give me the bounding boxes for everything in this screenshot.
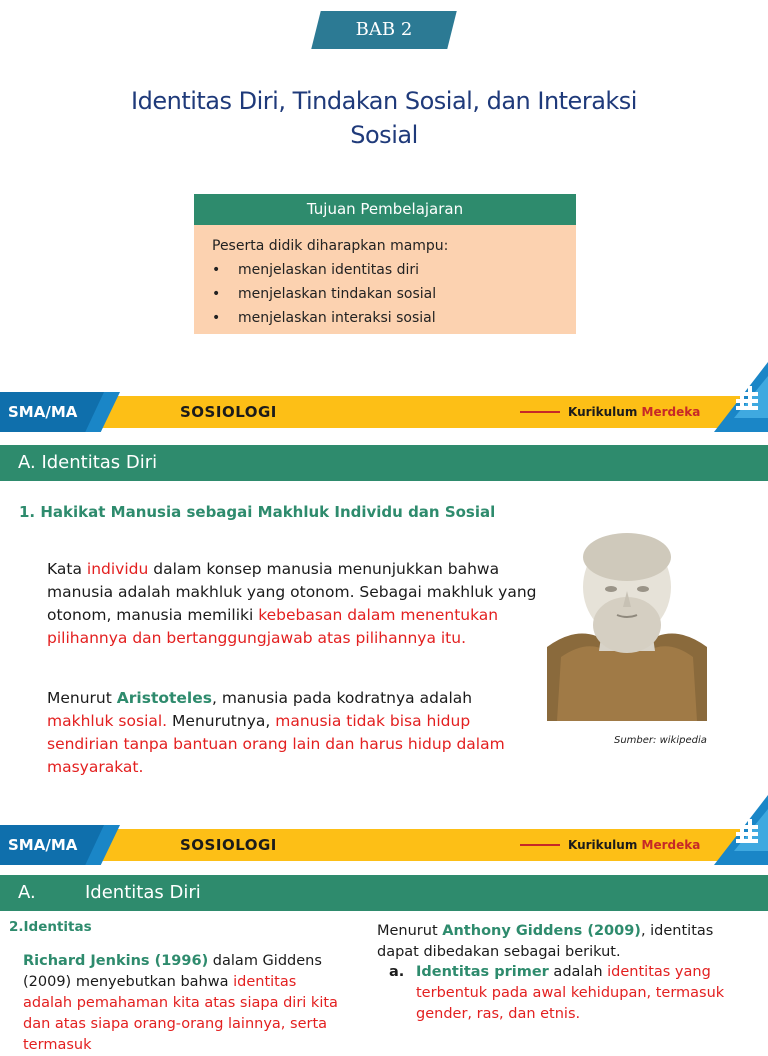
book-logo-icon [684, 362, 768, 432]
image-caption: Sumber: wikipedia [614, 735, 707, 746]
curriculum-label: Kurikulum Merdeka [568, 838, 701, 852]
paragraph-aristoteles: Menurut Aristoteles, manusia pada kodratnya adalah makhluk sosial. Menurutnya, manusia tidak bisa hidup sendirian tanpa bantuan orang lain dan harus hidup dalam masyarakat. [47, 689, 505, 776]
learning-goals-lead: Peserta didik diharapkan mampu: [212, 238, 449, 254]
level-label: SMA/MA [8, 403, 78, 421]
aristotle-bust-image [547, 527, 707, 721]
page-title: Identitas Diri, Tindakan Sosial, dan Interaksi Sosial [131, 87, 637, 149]
paragraph-giddens: Menurut Anthony Giddens (2009), identitas dapat dibedakan sebagai berikut. [377, 923, 714, 960]
list-item-identitas-primer: Identitas primer adalah identitas yang terbentuk pada awal kehidupan, termasuk gender, ras, dan etnis. [416, 964, 725, 1022]
learning-goals-header: Tujuan Pembelajaran [194, 194, 576, 225]
level-label: SMA/MA [8, 836, 78, 854]
book-logo-icon [684, 795, 768, 865]
learning-goal-item: • menjelaskan interaksi sosial [212, 306, 576, 330]
curriculum-label: Kurikulum Merdeka [568, 405, 701, 419]
chapter-badge: BAB 2 [311, 11, 456, 49]
subject-banner [0, 825, 768, 865]
section-title: Identitas Diri [85, 882, 201, 903]
section-header-bar [0, 875, 768, 911]
subject-label: SOSIOLOGI [180, 403, 277, 421]
paragraph-individu: Kata individu dalam konsep manusia menunjukkan bahwa manusia adalah makhluk yang otonom. Sebagai makhluk yang otonom, manusia memiliki kebebasan dalam menentukan pilihannya dan bertanggungjawab atas pilihannya itu. [47, 560, 537, 647]
learning-goal-item: • menjelaskan tindakan sosial [212, 282, 576, 306]
subheading: 2.Identitas [9, 919, 92, 935]
subheading: 1. Hakikat Manusia sebagai Makhluk Individu dan Sosial [19, 503, 496, 521]
subject-label: SOSIOLOGI [180, 836, 277, 854]
section-header-bar [0, 445, 768, 481]
list-marker: a. [389, 964, 405, 980]
learning-goal-item: • menjelaskan identitas diri [212, 258, 576, 282]
learning-goals-box [194, 225, 576, 334]
subject-banner [0, 392, 768, 432]
section-title: A. Identitas Diri [18, 452, 158, 473]
section-letter: A. [18, 882, 36, 903]
paragraph-jenkins: Richard Jenkins (1996) dalam Giddens (2009) menyebutkan bahwa identitas adalah pemahaman kita atas siapa diri kita dan atas siapa orang-orang lainnya, serta termasuk [23, 953, 338, 1053]
